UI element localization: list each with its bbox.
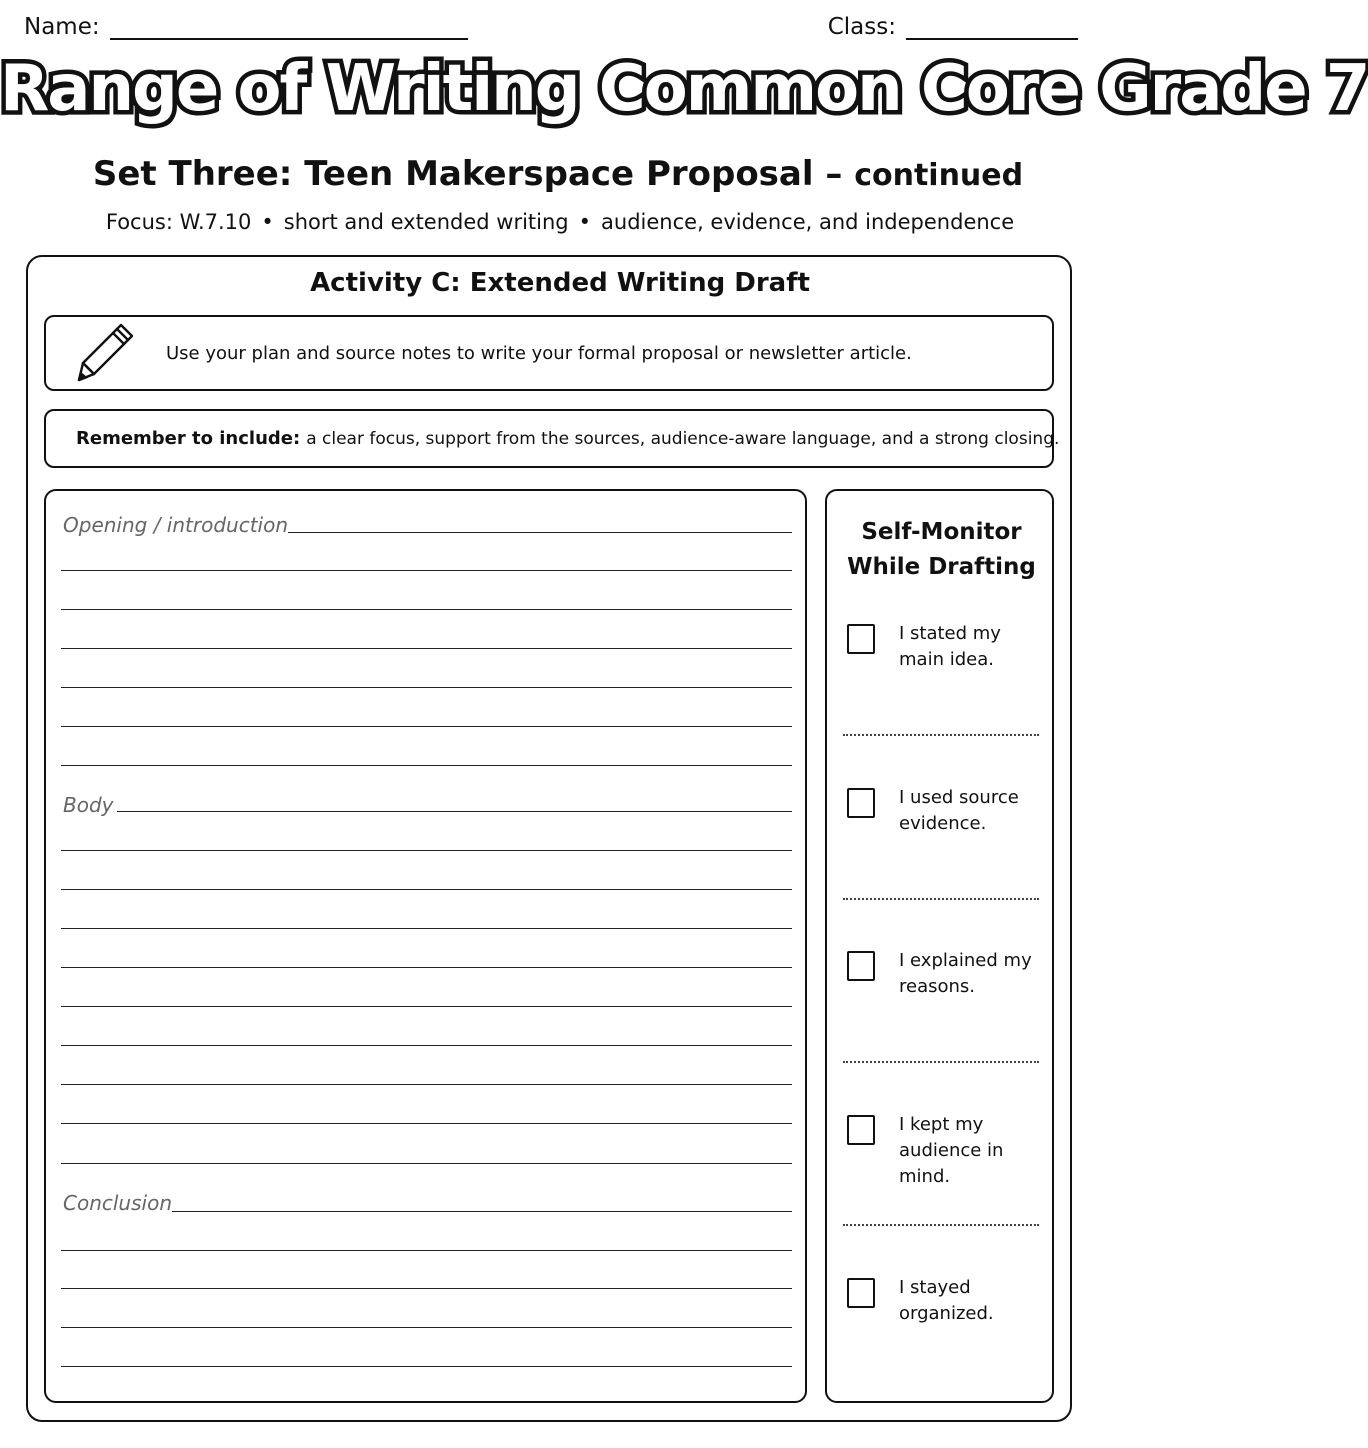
writing-line[interactable] bbox=[117, 811, 792, 812]
checklist-item[interactable] bbox=[847, 1115, 1047, 1190]
activity-title: Activity C: Extended Writing Draft bbox=[310, 268, 810, 298]
checkbox[interactable] bbox=[847, 788, 875, 818]
checklist-item-text: I kept my audience in mind. bbox=[899, 1114, 1004, 1187]
focus-line bbox=[0, 210, 1120, 234]
name-field[interactable] bbox=[24, 14, 468, 40]
focus-separator: • bbox=[261, 210, 274, 234]
writing-line[interactable] bbox=[61, 1366, 792, 1367]
focus-item-2: audience, evidence, and independence bbox=[601, 210, 1015, 234]
class-field[interactable] bbox=[828, 14, 1078, 40]
name-label: Name: bbox=[24, 14, 100, 40]
checklist-item[interactable] bbox=[847, 1278, 1047, 1327]
writing-line[interactable] bbox=[61, 850, 792, 851]
checkbox[interactable] bbox=[847, 1278, 875, 1308]
writing-line[interactable] bbox=[61, 1288, 792, 1289]
writing-line[interactable] bbox=[268, 532, 792, 533]
self-monitor-title: Self-Monitor While Drafting bbox=[847, 519, 1036, 580]
checklist-item[interactable] bbox=[847, 788, 1047, 837]
writing-line[interactable] bbox=[61, 1123, 792, 1124]
set-subtitle bbox=[0, 154, 1116, 194]
writing-line[interactable] bbox=[61, 967, 792, 968]
checklist-item-text: I stayed organized. bbox=[899, 1277, 994, 1324]
divider bbox=[843, 1224, 1039, 1226]
instruction-text: Use your plan and source notes to write your formal proposal or newsletter article. bbox=[166, 342, 912, 364]
conclusion-label: Conclusion bbox=[63, 1191, 172, 1215]
reminder-label: Remember to include: bbox=[76, 428, 301, 449]
writing-line[interactable] bbox=[61, 726, 792, 727]
writing-line[interactable] bbox=[61, 570, 792, 571]
checklist-item-text: I stated my main idea. bbox=[899, 623, 1001, 670]
worksheet-title: Range of Writing Common Core Grade 7 bbox=[0, 52, 1368, 126]
writing-line[interactable] bbox=[61, 765, 792, 766]
writing-line[interactable] bbox=[172, 1211, 792, 1212]
class-input-line[interactable] bbox=[906, 16, 1078, 40]
focus-standard: Focus: W.7.10 bbox=[105, 210, 252, 234]
reminder-text-block bbox=[76, 428, 1059, 449]
checkbox[interactable] bbox=[847, 624, 875, 654]
writing-line[interactable] bbox=[61, 1006, 792, 1007]
writing-line[interactable] bbox=[61, 1045, 792, 1046]
focus-item-1: short and extended writing bbox=[283, 210, 569, 234]
writing-line[interactable] bbox=[61, 1250, 792, 1251]
reminder-banner bbox=[44, 409, 1060, 468]
class-label: Class: bbox=[827, 14, 896, 40]
pencil-icon bbox=[74, 321, 138, 385]
divider bbox=[843, 734, 1039, 736]
writing-line[interactable] bbox=[61, 609, 792, 610]
writing-line[interactable] bbox=[61, 1163, 792, 1164]
checklist-item[interactable] bbox=[847, 951, 1047, 1000]
checkbox[interactable] bbox=[847, 1115, 875, 1145]
self-monitor-panel bbox=[825, 489, 1054, 1403]
checklist-item[interactable] bbox=[847, 624, 1047, 673]
focus-separator: • bbox=[578, 210, 592, 234]
divider bbox=[843, 1061, 1039, 1063]
name-input-line[interactable] bbox=[110, 16, 468, 40]
divider bbox=[843, 898, 1039, 900]
writing-line[interactable] bbox=[61, 1327, 792, 1328]
body-label: Body bbox=[63, 793, 114, 817]
opening-label: Opening / introduction bbox=[63, 513, 289, 537]
writing-line[interactable] bbox=[61, 687, 792, 688]
draft-writing-area[interactable] bbox=[44, 489, 807, 1403]
checklist-item-text: I used source evidence. bbox=[899, 787, 1019, 834]
writing-line[interactable] bbox=[61, 648, 792, 649]
checkbox[interactable] bbox=[847, 951, 875, 981]
subtitle-continued: continued bbox=[854, 158, 1024, 193]
writing-line[interactable] bbox=[61, 928, 792, 929]
reminder-text: a clear focus, support from the sources, audience-aware language, and a strong closing. bbox=[306, 429, 1060, 449]
writing-line[interactable] bbox=[61, 889, 792, 890]
writing-line[interactable] bbox=[61, 1084, 792, 1085]
subtitle-main: Set Three: Teen Makerspace Proposal – bbox=[92, 154, 843, 194]
instruction-banner bbox=[44, 315, 1054, 391]
checklist-item-text: I explained my reasons. bbox=[899, 950, 1032, 997]
